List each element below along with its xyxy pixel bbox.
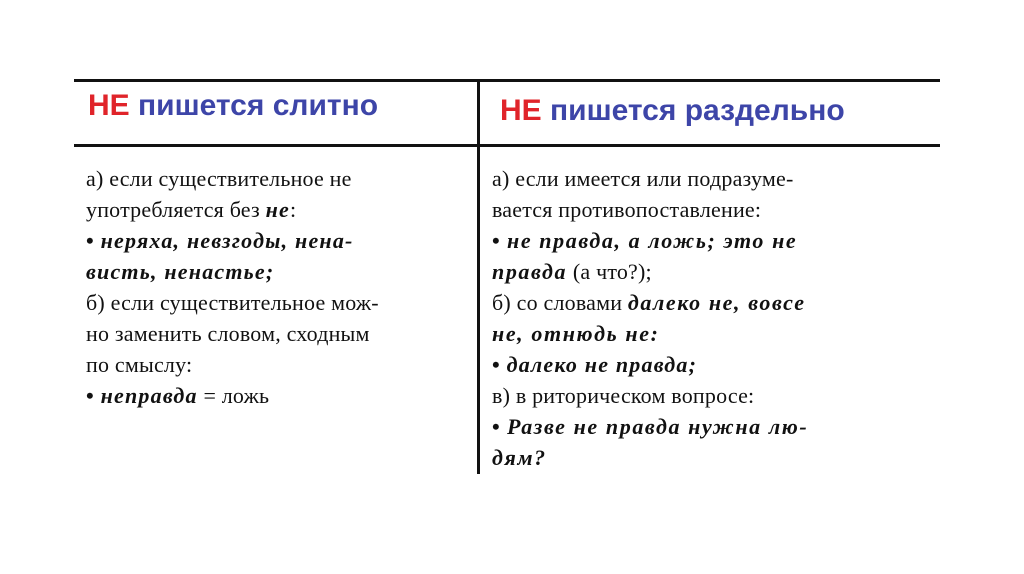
right-column-rules xyxy=(492,163,932,473)
right-example-1-line-2: правда (а что?); xyxy=(492,259,652,284)
right-rule-c: в) в риторическом вопросе: xyxy=(492,383,755,408)
left-example-1-line-2: висть, ненастье; xyxy=(86,259,275,284)
bullet-icon: • xyxy=(492,352,500,377)
left-rule-a-line-1: а) если существительное не xyxy=(86,166,352,191)
bullet-icon: • xyxy=(86,383,94,408)
bullet-icon: • xyxy=(492,414,500,439)
right-example-1-line-1: • не правда, а ложь; это не xyxy=(492,228,798,253)
header-left-ne: НЕ xyxy=(88,89,130,122)
right-rule-a-line-1: а) если имеется или подразуме- xyxy=(492,166,794,191)
header-right-ne: НЕ xyxy=(500,94,542,127)
right-example-3-line-1: • Разве не правда нужна лю- xyxy=(492,414,809,439)
bullet-icon: • xyxy=(492,228,500,253)
left-rule-a-emphasis: не xyxy=(265,197,291,222)
header-divider-rule xyxy=(74,144,940,147)
left-rule-b-line-3: по смыслу: xyxy=(86,352,193,377)
left-rule-b-line-1: б) если существительное мож- xyxy=(86,290,379,315)
right-rule-b-line-2: не, отнюдь не: xyxy=(492,321,660,346)
right-rule-b-line-1: б) со словами далеко не, вовсе xyxy=(492,290,806,315)
header-separate-spelling xyxy=(500,93,845,129)
column-divider-rule xyxy=(477,79,480,474)
header-merged-spelling xyxy=(88,88,378,124)
bullet-icon: • xyxy=(86,228,94,253)
header-right-text: пишется раздельно xyxy=(541,94,845,127)
left-example-2: • неправда = ложь xyxy=(86,383,270,408)
header-left-text: пишется слитно xyxy=(129,89,379,122)
left-rule-a-line-2: употребляется без не: xyxy=(86,197,297,222)
left-rule-b-line-2: но заменить словом, сходным xyxy=(86,321,370,346)
right-example-3-line-2: дям? xyxy=(492,445,547,470)
left-example-1-line-1: • неряха, невзгоды, нена- xyxy=(86,228,354,253)
right-example-2: • далеко не правда; xyxy=(492,352,698,377)
left-column-rules xyxy=(86,163,474,411)
right-rule-b-emphasis: далеко не, вовсе xyxy=(627,290,806,315)
table-top-rule xyxy=(74,79,940,82)
right-rule-a-line-2: вается противопоставление: xyxy=(492,197,762,222)
